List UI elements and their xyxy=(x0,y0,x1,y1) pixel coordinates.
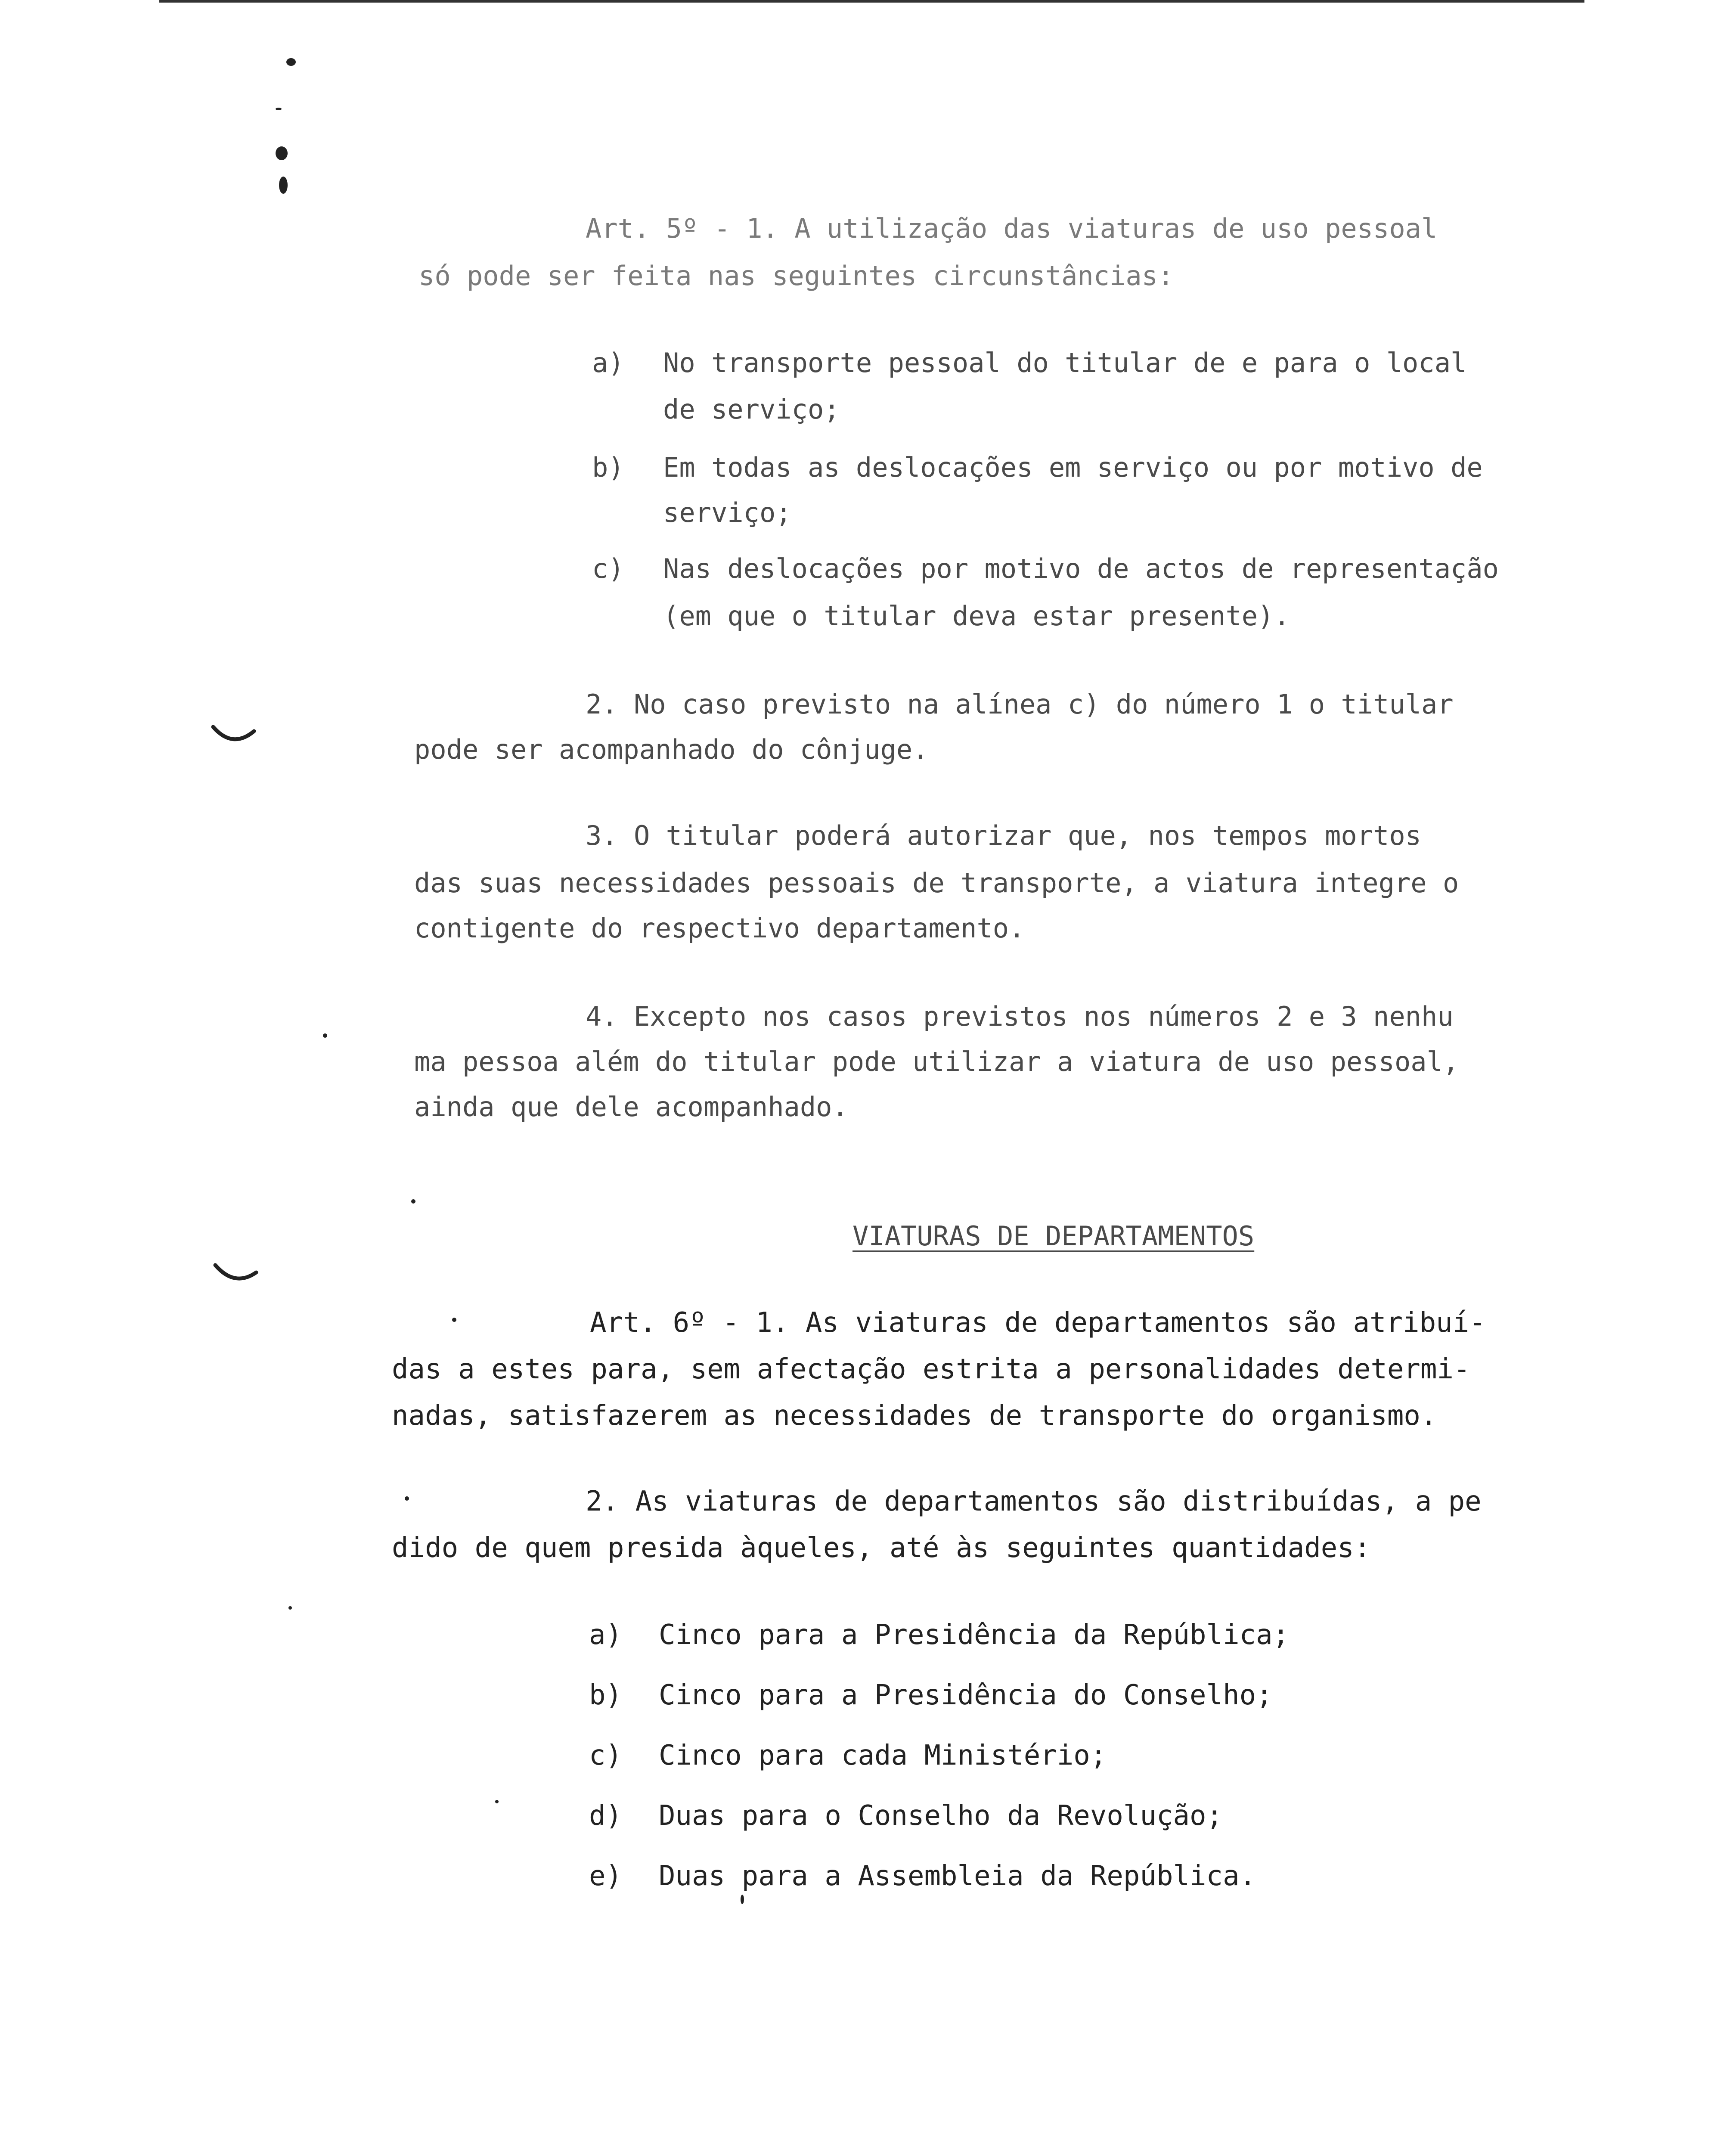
art6-para2-line1: 2. As viaturas de departamentos são distribuídas, a pe xyxy=(586,1486,1482,1517)
art5-item-b-letter: b) xyxy=(592,452,624,483)
scan-mark xyxy=(276,108,282,110)
scan-mark xyxy=(279,177,288,194)
art5-item-a-letter: a) xyxy=(592,347,624,378)
art6-para2-line2: dido de quem presida àqueles, até às seguintes quantidades: xyxy=(392,1532,1371,1564)
art6-item-e-letter: e) xyxy=(589,1860,623,1892)
art6-item-a-letter: a) xyxy=(589,1619,623,1651)
art6-item-c-letter: c) xyxy=(589,1740,623,1771)
hole-punch-mark xyxy=(213,1262,260,1287)
art5-para4-line1: 4. Excepto nos casos previstos nos números 2 e 3 nenhu xyxy=(586,1001,1454,1032)
scan-mark xyxy=(405,1496,409,1501)
art5-line1: Art. 5º - 1. A utilização das viaturas de uso pessoal xyxy=(586,213,1438,244)
art5-line2: só pode ser feita nas seguintes circunstâncias: xyxy=(418,260,1174,292)
art5-item-b-line2: serviço; xyxy=(663,497,792,528)
scan-mark xyxy=(276,146,288,160)
art5-para2-line1: 2. No caso previsto na alínea c) do número 1 o titular xyxy=(586,689,1454,720)
art5-item-c-line1: Nas deslocações por motivo de actos de representação xyxy=(663,553,1499,584)
art5-para4-line3: ainda que dele acompanhado. xyxy=(414,1091,848,1123)
art6-para1-line2: das a estes para, sem afectação estrita a personalidades determi- xyxy=(392,1353,1470,1385)
art6-item-a-text: Cinco para a Presidência da República; xyxy=(659,1619,1290,1651)
scan-mark xyxy=(452,1318,456,1322)
art5-para3-line2: das suas necessidades pessoais de transporte, a viatura integre o xyxy=(414,867,1459,899)
art6-para1-line1: Art. 6º - 1. As viaturas de departamentos são atribuí- xyxy=(590,1307,1486,1339)
art6-item-c-text: Cinco para cada Ministério; xyxy=(659,1740,1107,1771)
art6-item-b-text: Cinco para a Presidência do Conselho; xyxy=(659,1679,1273,1711)
scan-mark xyxy=(286,58,296,66)
art6-para1-line3: nadas, satisfazerem as necessidades de transporte do organismo. xyxy=(392,1400,1437,1432)
scan-mark xyxy=(323,1033,327,1038)
art6-item-d-text: Duas para o Conselho da Revolução; xyxy=(659,1800,1223,1832)
scan-mark xyxy=(288,1606,292,1610)
scan-mark xyxy=(741,1895,744,1904)
art5-item-a-line1: No transporte pessoal do titular de e para o local xyxy=(663,347,1467,378)
art5-item-c-letter: c) xyxy=(592,553,624,584)
art6-item-b-letter: b) xyxy=(589,1679,623,1711)
scan-mark xyxy=(411,1199,415,1204)
art5-item-c-line2: (em que o titular deva estar presente). xyxy=(663,600,1290,632)
art5-para2-line2: pode ser acompanhado do cônjuge. xyxy=(414,734,929,765)
art5-item-b-line1: Em todas as deslocações em serviço ou por motivo de xyxy=(663,452,1483,483)
scan-mark xyxy=(495,1800,499,1803)
art5-para3-line3: contigente do respectivo departamento. xyxy=(414,912,1025,944)
art5-para4-line2: ma pessoa além do titular pode utilizar a viatura de uso pessoal, xyxy=(414,1046,1459,1077)
section-heading: VIATURAS DE DEPARTAMENTOS xyxy=(852,1220,1255,1252)
art6-item-e-text: Duas para a Assembleia da República. xyxy=(659,1860,1256,1892)
hole-punch-mark xyxy=(211,723,258,749)
art5-para3-line1: 3. O titular poderá autorizar que, nos tempos mortos xyxy=(586,820,1422,851)
art6-item-d-letter: d) xyxy=(589,1800,623,1832)
art5-item-a-line2: de serviço; xyxy=(663,394,840,425)
